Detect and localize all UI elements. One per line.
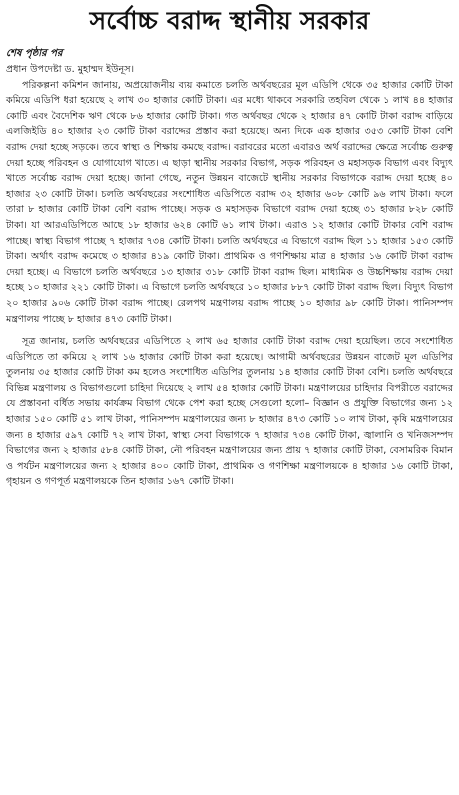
article-paragraph-sources: সূত্র জানায়, চলতি অর্থবছরের এডিপিতে ২ লাখ ৬৫ হাজার কোটি টাকা বরাদ্দ দেয়া হয়েছিল। তবে সংশোধিত এডিপিতে তা কমিয়ে ২ লাখ ১৬ হাজার কোটি টাকা করা হয়েছে। আগামী অর্থবছরের উন্নয়ন বাজেট মূল এডিপির তুলনায় ৩৫ হাজার কোটি টাকা কম হলেও সংশোধিত এডিপির তুলনায় ১৪ হাজার কোটি টাকা বেশি। চলতি অর্থবছরে বিভিন্ন মন্ত্রণালয় ও বিভাগগুলো চাহিদা দিয়েছে ২ লাখ ৫৪ হাজার কোটি টাকা। মন্ত্রণালয়ের চাহিদার বিপরীতে বরাদ্দের যে প্রস্তাবনা বর্ধিত সভায় কার্যক্রম বিভাগ থেকে পেশ করা হচ্ছে সেগুলো হলো– বিজ্ঞান ও প্রযুক্তি বিভাগের জন্য ১২ হাজার ১৫০ কোটি ৫১ লাখ টাকা, পানিসম্পদ মন্ত্রণালয়ের জন্য ৮ হাজার ৪৭৩ কোটি ১০ লাখ টাকা, কৃষি মন্ত্রণালয়ের জন্য ৪ হাজার ৫৯৭ কোটি ৭২ লাখ টাকা, স্বাস্থ্য সেবা বিভাগকে ৭ হাজার ৭৩৪ কোটি টাকা, জ্বালানি ও খনিজসম্পদ বিভাগের জন্য ২ হাজার ৫৮৪ কোটি টাকা, নৌ পরিবহন মন্ত্রণালয়ের জন্য প্রায় ৭ হাজার কোটি টাকা, বেসামরিক বিমান ও পর্যটন মন্ত্রণালয়ের জন্য ২ হাজার ৪০০ কোটি টাকা, প্রাথমিক ও গণশিক্ষা মন্ত্রণালয়কে ৪ হাজার ১৬ কোটি টাকা, গৃহায়ন ও গণপূর্ত মন্ত্রণালয়কে তিন হাজার ১৬৭ কোটি টাকা। (6, 336, 453, 488)
headline: সর্বোচ্চ বরাদ্দ স্থানীয় সরকার (89, 6, 370, 35)
article-paragraph-lead: প্রধান উপদেষ্টা ড. মুহাম্মদ ইউনূস। (6, 64, 135, 75)
continued-from-marker: শেষ পৃষ্ঠার পর (6, 48, 63, 59)
article-paragraph-planning-commission: পরিকল্পনা কমিশন জানায়, অপ্রয়োজনীয় ব্যয় কমাতে চলতি অর্থবছরের মূল এডিপি থেকে ৩৫ হাজার কোটি টাকা কমিয়ে এডিপি ধরা হয়েছে ২ লাখ ৩০ হাজার কোটি টাকা। এর মধ্যে থাকবে সরকারি তহবিল থেকে ১ লাখ ৪৪ হাজার কোটি এবং বৈদেশিক ঋণ থেকে ৮৬ হাজার কোটি টাকা। গত অর্থবছর থেকে ২ হাজার ৪৭ কোটি টাকা বরাদ্দ বাড়িয়ে এলজিইডি ৪০ হাজার ২৩ কোটি টাকা বরাদ্দের প্রস্তাব করা হয়েছে। অন্য দিকে এক হাজার ৩৫৩ কোটি টাকা বেশি বরাদ্দ দেয়া হচ্ছে সড়কে। তবে স্বাস্থ্য ও শিক্ষায় কমছে বরাদ্দ। বরাবরের মতো এবারও অর্থ বরাদ্দের ক্ষেত্রে সর্বোচ্চ গুরুত্ব দেয়া হচ্ছে পরিবহন ও যোগাযোগ খাতে। এ ছাড়া স্থানীয় সরকার বিভাগ, সড়ক পরিবহন ও মহাসড়ক বিভাগ এবং বিদ্যুৎ খাতে সর্বোচ্চ বরাদ্দ দেয়া হচ্ছে। জানা গেছে, নতুন উন্নয়ন বাজেটে স্থানীয় সরকার বিভাগকে বরাদ্দ দেয়া হচ্ছে ৪০ হাজার ২৩ কোটি টাকা। চলতি অর্থবছরের সংশোধিত এডিপিতে বরাদ্দ ৩২ হাজার ৬০৮ কোটি ৯৬ লাখ টাকা। ফলে তারা ৮ হাজার কোটি টাকা বেশি বরাদ্দ পাচ্ছে। সড়ক ও মহাসড়ক বিভাগে বরাদ্দ দেয়া হচ্ছে ৩১ হাজার ৮২৮ কোটি টাকা। যা আরএডিপিতে আছে ১৮ হাজার ৬২৪ কোটি ৬১ লাখ টাকা। এরাও ১২ হাজার কোটি টাকার বেশি বরাদ্দ পাচ্ছে। স্বাস্থ্য বিভাগ পাচ্ছে ৭ হাজার ৭৩৪ কোটি টাকা। চলতি অর্থবছরে এ বিভাগে বরাদ্দ ছিল ১১ হাজার ১৫৩ কোটি টাকা। অর্থাৎ বরাদ্দ কমেছে ৩ হাজার ৪১৯ কোটি টাকা। প্রাথমিক ও গণশিক্ষায় মাত্র ৪ হাজার ১৬ কোটি টাকা বরাদ্দ দেয়া হচ্ছে। এ বিভাগে চলতি অর্থবছরে ১৩ হাজার ৩১৮ কোটি টাকা বরাদ্দ ছিল। মাধ্যমিক ও উচ্চশিক্ষায় বরাদ্দ দেয়া হচ্ছে ১০ হাজার ২২১ কোটি টাকা। এ বিভাগে চলতি অর্থবছরে ১০ হাজার ৮৮৭ কোটি টাকা বরাদ্দ ছিল। বিদ্যুৎ বিভাগ ২০ হাজার ৯০৬ কোটি টাকা বরাদ্দ পাচ্ছে। রেলপথ মন্ত্রণালয় বরাদ্দ পাচ্ছে ১০ হাজার ৯৮ কোটি টাকা। পানিসম্পদ মন্ত্রণালয় পাচ্ছে ৮ হাজার ৪৭৩ কোটি টাকা। (6, 79, 453, 325)
